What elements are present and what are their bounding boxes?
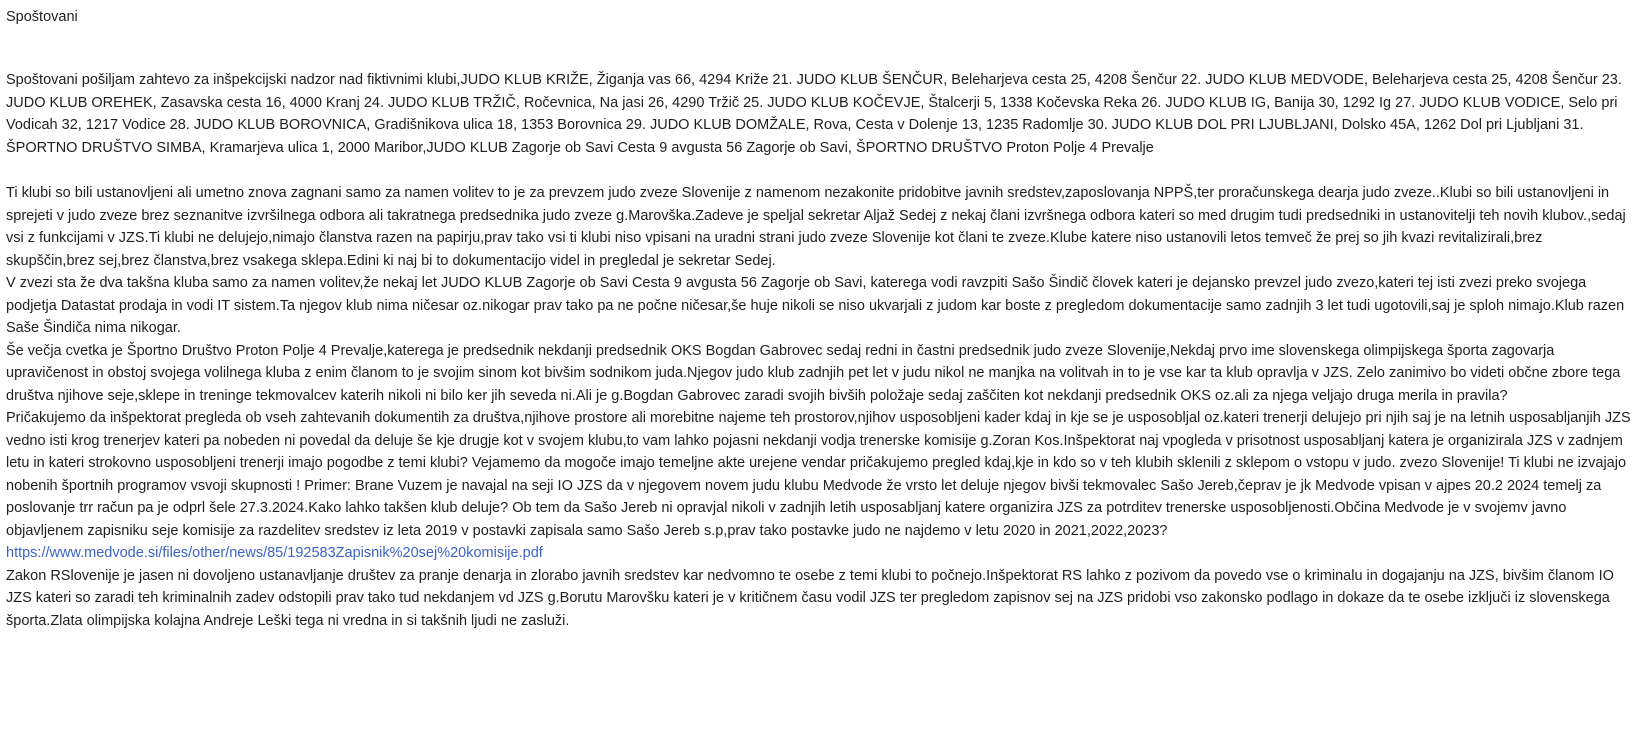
paragraph-inspection-request: Pričakujemo da inšpektorat pregleda ob vseh zahtevanih dokumentih za društva,njihove prostore ali morebitne najeme teh prostorov,njihov usposobljeni kader kdaj in kje se je usposobljal oz.kateri trenerji delujejo pri njih saj je na letnih usposabljanjih JZS vedno isti krog trenerjev kateri pa nobeden ni povedal da deluje še kje drugje kot v svojem klubu,to vam lahko pojasni nekdanji vodja trenerske komisije g.Zoran Kos.Inšpektorat naj vpogleda v prisotnost usposabljanj katera je organizirala JZS v zadnjem letu in kateri strokovno usposobljeni trenerji imajo pogodbe z temi klubi? Vejamemo da mogoče imajo temeljne akte urejene vendar pričakujemo pregled kdaj,kje in kdo so v teh klubih sklenili z sklepom o vstopu v judo. zvezo Slovenije! Ti klubi ne izvajajo nobenih športnih programov vsvoji skupnosti ! Primer: Brane Vuzem je navajal na seji IO JZS da v njegovem novem judu klubu Medvode že vrsto let deluje njegov bivši tekmovalec Sašo Jereb,čeprav je jk Medvode vpisan v ajpes 20.2 2024 temelj za poslovanje trr račun pa je odprl šele 27.3.2024.Kako lahko takšen klub deluje? Ob tem da Sašo Jereb ni opravjal nikoli v zadnjih letih usposabljanj katere organizira JZS za potrditev trenerske usposobljenosti.Občina Medvode je v svojemv javno objavljenem zapisniku seje komisije za razdelitev sredstev iz leta 2019 v postavki zapisala samo Sašo Jereb s.p,prav tako postavke judo ne najdemo v letu 2020 in 2021,2022,2023?: [6, 410, 1631, 539]
paragraph-zagorje-club: V zvezi sta že dva takšna kluba samo za namen volitev,že nekaj let JUDO KLUB Zagorje ob Savi Cesta 9 avgusta 56 Zagorje ob Savi, katerega vodi ravzpiti Sašo Šindič človek kateri je dejansko prevzel judo zvezo,kateri tej isti zvezi preko svojega podjetja Datastat prodaja in vodi IT sistem.Ta njegov klub nima ničesar oz.nikogar prav tako pa ne počne ničesar,še huje nikoli se niso ukvarjali z judom kar boste z pregledom dokumentacije samo zadnjih 3 let tudi ugotovili,saj je sploh nimajo.Klub razen Saše Šindiča nima nikogar.: [6, 275, 1625, 336]
paragraph-proton-club: Še večja cvetka je Športno Društvo Proton Polje 4 Prevalje,katerega je predsednik nekdanji predsednik OKS Bogdan Gabrovec sedaj redni in častni predsednik judo zveze Slovenije,Nekdaj prvo ime slovenskega olimpijskega športa zagovarja upravičenost in obstoj svojega volilnega kluba z enim članom to je svojim sinom kot bivšim sodnikom juda.Njegov judo klub zadnjih pet let v judu nikol ne manjka na volitvah in to je vse kar ta klub opravlja v JZS. Zelo zanimivo bo videti občne zbore tega društva njihove seje,sklepe in treninge tekmovalcev katerih nikoli ni bilo ker jih seveda ni.Ali je g.Bogdan Gabrovec zaradi svojih bivših položaje sedaj zaščiten kot nekdanji predsednik OKS oz.ali za njega veljajo druga merila in pravila?: [6, 342, 1621, 404]
email-content: [6, 69, 1632, 632]
medvode-minutes-link[interactable]: https://www.medvode.si/files/other/news/85/192583Zapisnik%20sej%20komisije.pdf: [6, 545, 543, 561]
spacer: [6, 159, 1632, 182]
paragraph-link-line: [6, 542, 1632, 565]
paragraph-club-list: Spoštovani pošiljam zahtevo za inšpekcijski nadzor nad fiktivnimi klubi,JUDO KLUB KRIŽE, Žiganja vas 66, 4294 Križe 21. JUDO KLUB ŠENČUR, Beleharjeva cesta 25, 4208 Šenčur 22. JUDO KLUB MEDVODE, Beleharjeva cesta 25, 4208 Šenčur 23. JUDO KLUB OREHEK, Zasavska cesta 16, 4000 Kranj 24. JUDO KLUB TRŽIČ, Ročevnica, Na jasi 26, 4290 Tržič 25. JUDO KLUB KOČEVJE, Štalcerji 5, 1338 Kočevska Reka 26. JUDO KLUB IG, Banija 30, 1292 Ig 27. JUDO KLUB VODICE, Selo pri Vodicah 32, 1217 Vodice 28. JUDO KLUB BOROVNICA, Gradišnikova ulica 18, 1353 Borovnica 29. JUDO KLUB DOMŽALE, Rova, Cesta v Dolenje 13, 1235 Radomlje 30. JUDO KLUB DOL PRI LJUBLJANI, Dolsko 45A, 1262 Dol pri Ljubljani 31. ŠPORTNO DRUŠTVO SIMBA, Kramarjeva ulica 1, 2000 Maribor,JUDO KLUB Zagorje ob Savi Cesta 9 avgusta 56 Zagorje ob Savi, ŠPORTNO DRUŠTVO Proton Polje 4 Prevalje: [6, 72, 1622, 156]
email-greeting: Spoštovani: [6, 9, 78, 25]
paragraph-club-purpose: Ti klubi so bili ustanovljeni ali umetno znova zagnani samo za namen volitev to je za prevzem judo zveze Slovenije z namenom nezakonite pridobitve javnih sredstev,zaposlovanja NPPŠ,ter proračunskega dearja judo zveze..Klubi so bili ustanovljeni in sprejeti v judo zveze brez seznanitve izvršilnega odbora ali takratnega predsednika judo zveze g.Marovška.Zadeve je speljal sekretar Aljaž Sedej z nekaj člani izvršnega odbora kateri so med drugim tudi predsedniki in ustanovitelji teh novih klubov.,sedaj vsi z funkcijami v JZS.Ti klubi ne delujejo,nimajo članstva razen na papirju,prav tako vsi ti klubi niso vpisani na uradni strani judo zveze Slovenije kot člani te zveze.Klube katere niso ustanovili letos temveč že prej so jih kvazi revitalizirali,brez skupščin,brez sej,brez članstva,brez vsakega sklepa.Edini ki naj bi to dokumentacijo videl in pregledal je sekretar Sedej.: [6, 185, 1626, 269]
paragraph-conclusion: Zakon RSlovenije je jasen ni dovoljeno ustanavljanje društev za pranje denarja in zlorabo javnih sredstev kar nedvomno te osebe z temi klubi to počnejo.Inšpektorat RS lahko z pozivom da povedo vse o kriminalu in dogajanju na JZS, bivšim članom IO JZS kateri so zaradi teh kriminalnih zadev odstopili prav tako tud nekdanjem vd JZS g.Borutu Marovšku kateri je v kritičnem času vodil JZS ter pregledom zapisnov sej na JZS pridobi vso zakonsko podlago in dokaze da te osebe izključi iz slovenskega športa.Zlata olimpijska kolajna Andreje Leški tega ni vredna in si takšnih ljudi ne zasluži.: [6, 567, 1614, 629]
spacer: [6, 28, 1632, 69]
